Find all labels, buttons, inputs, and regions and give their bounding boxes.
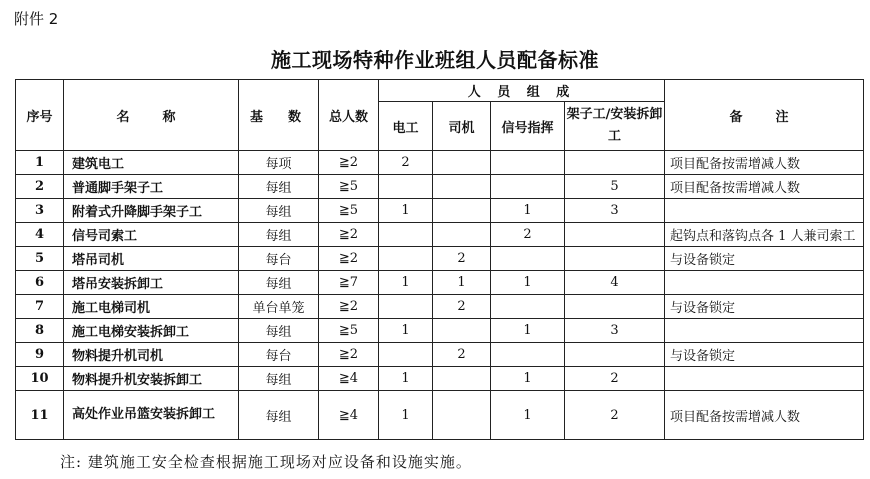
- row-scaffold: 4: [565, 271, 665, 295]
- row-signal: [491, 151, 565, 175]
- row-base: 每组: [239, 367, 319, 391]
- row-index: 4: [16, 223, 64, 247]
- row-electrician: 2: [379, 151, 433, 175]
- row-total: ≧2: [319, 343, 379, 367]
- header-electrician: 电工: [379, 102, 433, 151]
- row-scaffold: 2: [565, 391, 665, 440]
- row-electrician: [379, 343, 433, 367]
- page-title: 施工现场特种作业班组人员配备标准: [271, 48, 599, 72]
- row-driver: 2: [433, 295, 491, 319]
- row-driver: 1: [433, 271, 491, 295]
- header-staff-group: 人 员 组 成: [379, 80, 665, 102]
- table-row: [16, 223, 864, 247]
- table-row: [16, 247, 864, 271]
- table-row: [16, 295, 864, 319]
- row-signal: 1: [491, 391, 565, 440]
- row-electrician: [379, 295, 433, 319]
- row-scaffold: 5: [565, 175, 665, 199]
- row-name: 施工电梯司机: [64, 295, 239, 319]
- row-driver: [433, 199, 491, 223]
- row-index: 9: [16, 343, 64, 367]
- table-row: [16, 391, 864, 440]
- header-name: 名 称: [64, 80, 239, 151]
- row-signal: 2: [491, 223, 565, 247]
- header-total: 总人数: [319, 80, 379, 151]
- row-electrician: [379, 175, 433, 199]
- row-name: 物料提升机安装拆卸工: [64, 367, 239, 391]
- row-index: 6: [16, 271, 64, 295]
- row-index: 7: [16, 295, 64, 319]
- row-total: ≧4: [319, 367, 379, 391]
- row-base: 每组: [239, 199, 319, 223]
- row-total: ≧7: [319, 271, 379, 295]
- row-scaffold: [565, 151, 665, 175]
- row-base: 每组: [239, 319, 319, 343]
- row-index: 10: [16, 367, 64, 391]
- row-driver: [433, 391, 491, 440]
- row-driver: [433, 175, 491, 199]
- row-signal: [491, 295, 565, 319]
- row-name: 高处作业吊篮安装拆卸工: [64, 391, 239, 440]
- row-electrician: 1: [379, 319, 433, 343]
- row-electrician: 1: [379, 367, 433, 391]
- row-base: 每组: [239, 175, 319, 199]
- table-row: [16, 343, 864, 367]
- row-scaffold: [565, 343, 665, 367]
- row-base: 每台: [239, 343, 319, 367]
- row-note: 项目配备按需增减人数: [665, 391, 864, 440]
- row-driver: 2: [433, 247, 491, 271]
- table-row: [16, 271, 864, 295]
- row-index: 5: [16, 247, 64, 271]
- row-signal: 1: [491, 319, 565, 343]
- row-scaffold: [565, 247, 665, 271]
- row-name: 建筑电工: [64, 151, 239, 175]
- row-base: 单台单笼: [239, 295, 319, 319]
- table-row: [16, 199, 864, 223]
- row-name: 附着式升降脚手架子工: [64, 199, 239, 223]
- row-note: 与设备锁定: [665, 295, 864, 319]
- row-signal: [491, 175, 565, 199]
- row-name: 塔吊安装拆卸工: [64, 271, 239, 295]
- table-row: [16, 175, 864, 199]
- row-driver: [433, 319, 491, 343]
- row-note: [665, 319, 864, 343]
- row-note: 起钩点和落钩点各 1 人兼司索工: [665, 223, 864, 247]
- row-note: [665, 367, 864, 391]
- row-base: 每项: [239, 151, 319, 175]
- row-index: 11: [16, 391, 64, 440]
- table-body: [16, 151, 864, 440]
- row-signal: [491, 343, 565, 367]
- row-name: 普通脚手架子工: [64, 175, 239, 199]
- row-driver: [433, 151, 491, 175]
- row-total: ≧4: [319, 391, 379, 440]
- row-index: 2: [16, 175, 64, 199]
- row-signal: 1: [491, 367, 565, 391]
- row-note: 与设备锁定: [665, 247, 864, 271]
- row-total: ≧5: [319, 175, 379, 199]
- row-electrician: 1: [379, 391, 433, 440]
- staffing-standard-table: [15, 79, 864, 440]
- row-driver: 2: [433, 343, 491, 367]
- table-row: [16, 367, 864, 391]
- row-total: ≧5: [319, 199, 379, 223]
- row-signal: [491, 247, 565, 271]
- attachment-label: 附件 2: [14, 10, 59, 28]
- row-electrician: 1: [379, 271, 433, 295]
- row-name: 物料提升机司机: [64, 343, 239, 367]
- row-note: 项目配备按需增减人数: [665, 175, 864, 199]
- footnote: 注: 建筑施工安全检查根据施工现场对应设备和设施实施。: [60, 453, 472, 471]
- row-driver: [433, 223, 491, 247]
- row-note: [665, 199, 864, 223]
- row-total: ≧2: [319, 247, 379, 271]
- row-name: 施工电梯安装拆卸工: [64, 319, 239, 343]
- row-note: [665, 271, 864, 295]
- row-base: 每组: [239, 271, 319, 295]
- row-note: 项目配备按需增减人数: [665, 151, 864, 175]
- table-row: [16, 319, 864, 343]
- header-remarks: 备 注: [665, 80, 864, 151]
- header-scaffold: 架子工/安装拆卸工: [565, 102, 665, 151]
- row-scaffold: 3: [565, 319, 665, 343]
- row-electrician: [379, 223, 433, 247]
- row-signal: 1: [491, 199, 565, 223]
- row-note: 与设备锁定: [665, 343, 864, 367]
- row-base: 每台: [239, 247, 319, 271]
- row-driver: [433, 367, 491, 391]
- row-index: 8: [16, 319, 64, 343]
- row-total: ≧5: [319, 319, 379, 343]
- row-signal: 1: [491, 271, 565, 295]
- row-scaffold: 2: [565, 367, 665, 391]
- row-base: 每组: [239, 391, 319, 440]
- row-total: ≧2: [319, 295, 379, 319]
- row-electrician: [379, 247, 433, 271]
- row-index: 1: [16, 151, 64, 175]
- row-scaffold: [565, 295, 665, 319]
- row-total: ≧2: [319, 151, 379, 175]
- row-electrician: 1: [379, 199, 433, 223]
- table-row: [16, 151, 864, 175]
- row-total: ≧2: [319, 223, 379, 247]
- header-base: 基 数: [239, 80, 319, 151]
- row-scaffold: [565, 223, 665, 247]
- header-driver: 司机: [433, 102, 491, 151]
- row-name: 信号司索工: [64, 223, 239, 247]
- row-base: 每组: [239, 223, 319, 247]
- row-name: 塔吊司机: [64, 247, 239, 271]
- row-index: 3: [16, 199, 64, 223]
- header-signal: 信号指挥: [491, 102, 565, 151]
- row-scaffold: 3: [565, 199, 665, 223]
- header-index: 序号: [16, 80, 64, 151]
